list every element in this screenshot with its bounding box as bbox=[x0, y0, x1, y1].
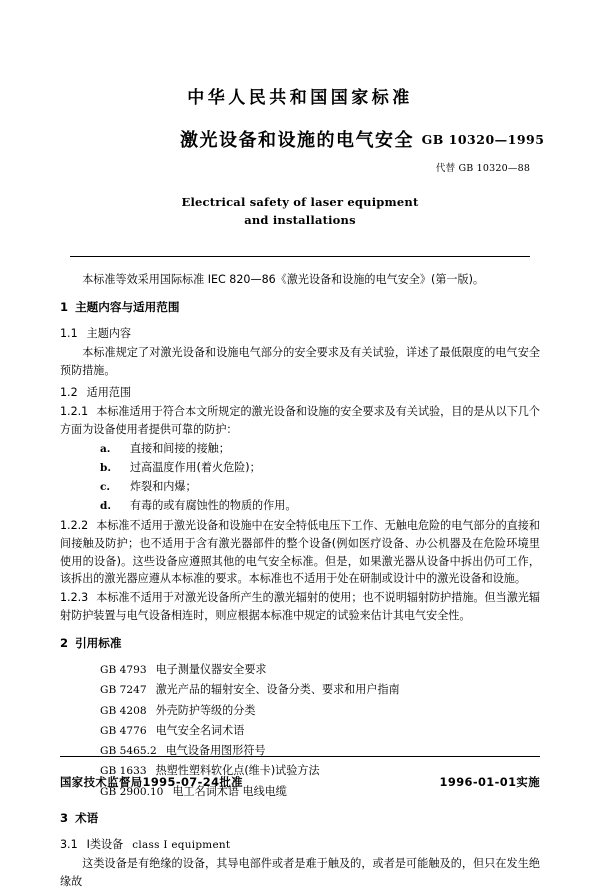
national-standard-title: 中华人民共和国国家标准 bbox=[187, 88, 413, 108]
list-marker: b. bbox=[100, 461, 111, 474]
reference-item bbox=[100, 722, 540, 740]
clause-1-2-2-number: 1.2.2 bbox=[60, 518, 89, 532]
section-1-2-number: 1.2 bbox=[60, 385, 78, 399]
reference-name: 外壳防护等级的分类 bbox=[155, 703, 256, 717]
list-marker: a. bbox=[100, 442, 111, 455]
replaced-standard-number: 代替 GB 10320—88 bbox=[435, 163, 531, 175]
list-item-text: 直接和间接的接触； bbox=[130, 441, 230, 455]
reference-code: GB 1633 bbox=[100, 765, 147, 778]
list-item bbox=[100, 497, 540, 515]
clause-1-2-3-text: 本标准不适用于对激光设备所产生的激光辐射的使用；也不说明辐射防护措施。但当激光辐射防护装置与电气设备相连时，则应根据本标准中规定的试验来估计其电气安全性。 bbox=[60, 591, 540, 623]
section-2-title: 引用标准 bbox=[75, 636, 122, 651]
section-2-heading bbox=[60, 634, 540, 653]
section-1-1-body: 本标准规定了对激光设备和设施电气部分的安全要求及有关试验，详述了最低限度的电气安全预防措施。 bbox=[60, 345, 540, 377]
list-marker: c. bbox=[100, 480, 111, 493]
section-3-heading bbox=[60, 809, 540, 828]
list-marker: d. bbox=[100, 499, 111, 512]
clause-1-2-1 bbox=[60, 403, 540, 439]
section-1-1-heading bbox=[60, 325, 540, 343]
footer-divider-rule bbox=[60, 756, 540, 757]
reference-code: GB 7247 bbox=[100, 684, 147, 697]
list-item bbox=[100, 459, 540, 477]
standard-title: 激光设备和设施的电气安全 bbox=[180, 130, 414, 152]
reference-code: GB 2900.10 bbox=[100, 785, 164, 798]
clause-1-2-1-text: 本标准适用于符合本文所规定的激光设备和设施的安全要求及有关试验，目的是从以下几个方面为设备使用者提供可靠的防护： bbox=[60, 404, 540, 436]
reference-code: GB 4793 bbox=[100, 664, 147, 677]
section-1-number: 1 bbox=[60, 299, 69, 314]
term-3-1-number: 3.1 bbox=[60, 838, 78, 852]
clause-1-2-2-text: 本标准不适用于激光设备和设施中在安全特低电压下工作、无触电危险的电气部分的直接和间接触及防护；也不适用于含有激光器部件的整个设备(例如医疗设备、办公机器及在危险环境里使用的设备)。这些设备应遵照其他的电气安全标准。但是，如果激光器从设备中拆出仍可工作，该拆出的激光器应遵从本标准的要求。本标准也不适用于处在研制或设计中的激光设备和设施。 bbox=[60, 518, 540, 586]
section-1-2-heading bbox=[60, 384, 540, 402]
list-item-text: 炸裂和内爆； bbox=[130, 479, 197, 493]
term-3-1-chinese: Ⅰ类设备 bbox=[86, 838, 124, 852]
standard-code-block bbox=[418, 132, 548, 174]
clause-1-2-3 bbox=[60, 589, 540, 625]
reference-name: 电气设备用图形符号 bbox=[165, 744, 266, 758]
section-3-number: 3 bbox=[60, 811, 69, 826]
section-3-title: 术语 bbox=[75, 811, 99, 826]
reference-item bbox=[100, 742, 540, 760]
clause-1-2-3-number: 1.2.3 bbox=[60, 591, 89, 605]
term-3-1-english: class Ⅰ equipment bbox=[132, 839, 231, 852]
section-1-1-number: 1.1 bbox=[60, 326, 78, 340]
reference-name: 电子测量仪器安全要求 bbox=[155, 663, 267, 677]
page-footer bbox=[60, 774, 540, 790]
list-item-text: 有毒的或有腐蚀性的物质的作用。 bbox=[130, 498, 297, 512]
english-title-line-2: and installations bbox=[244, 213, 356, 228]
reference-code: GB 5465.2 bbox=[100, 745, 157, 758]
reference-item bbox=[100, 702, 540, 720]
list-item bbox=[100, 440, 540, 458]
implementation-date: 1996-01-01实施 bbox=[439, 775, 540, 789]
term-3-1-definition: 这类设备是有绝缘的设备，其导电部件或者是难于触及的，或者是可能触及的，但只在发生绝缘故 bbox=[60, 857, 540, 889]
reference-item bbox=[100, 661, 540, 679]
section-2-number: 2 bbox=[60, 636, 69, 651]
english-title-line-1: Electrical safety of laser equipment bbox=[181, 195, 419, 210]
clause-1-2-1-number: 1.2.1 bbox=[60, 404, 89, 418]
reference-item bbox=[100, 681, 540, 699]
reference-name: 电气安全名词术语 bbox=[155, 723, 245, 737]
list-item bbox=[100, 478, 540, 496]
section-1-2-title: 适用范围 bbox=[86, 385, 132, 399]
title-and-code-row bbox=[60, 130, 545, 192]
approval-statement: 国家技术监督局1995-07-24批准 bbox=[60, 775, 243, 789]
english-title bbox=[60, 194, 540, 230]
adoption-note: 本标准等效采用国际标准 IEC 820—86《激光设备和设施的电气安全》(第一版)。 bbox=[82, 273, 485, 287]
document-body bbox=[60, 271, 540, 891]
reference-name: 热塑性塑料软化点(维卡)试验方法 bbox=[155, 764, 320, 778]
clause-1-2-2 bbox=[60, 517, 540, 589]
standard-number: GB 10320—1995 bbox=[421, 132, 545, 148]
reference-name: 激光产品的辐射安全、设备分类、要求和用户指南 bbox=[155, 683, 400, 697]
term-3-1-heading bbox=[60, 836, 540, 854]
reference-name: 电工名词术语 电线电缆 bbox=[172, 784, 287, 798]
list-item-text: 过高温度作用(着火危险)； bbox=[130, 460, 261, 474]
protection-aspects-list bbox=[60, 440, 540, 515]
section-1-title: 主题内容与适用范围 bbox=[75, 299, 180, 314]
document-masthead bbox=[60, 0, 545, 230]
reference-code: GB 4208 bbox=[100, 704, 147, 717]
header-divider-rule bbox=[70, 256, 530, 257]
section-1-heading bbox=[60, 298, 540, 317]
reference-code: GB 4776 bbox=[100, 724, 147, 737]
section-1-1-title: 主题内容 bbox=[86, 326, 132, 340]
